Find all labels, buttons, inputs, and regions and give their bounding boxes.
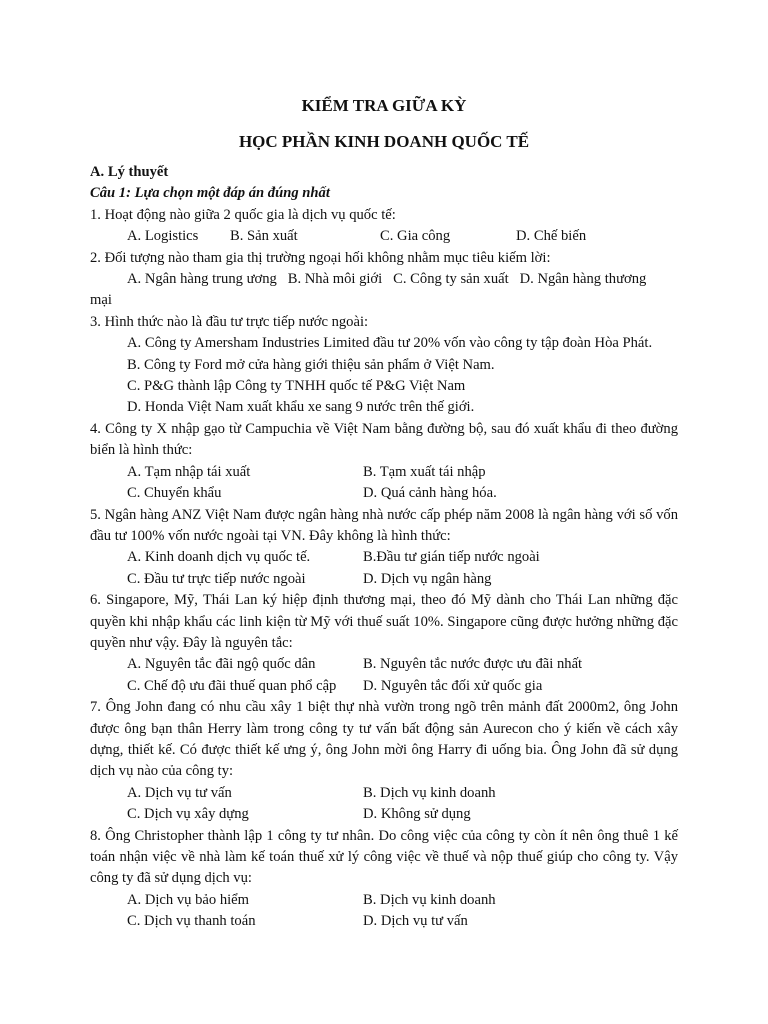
option: D. Quá cảnh hàng hóa. — [363, 485, 497, 502]
question-4-options-row-2 — [127, 483, 678, 504]
option: A. Tạm nhập tái xuất — [127, 463, 251, 480]
question-8-options-row-1 — [127, 890, 678, 911]
question-7-options-row-1 — [127, 783, 678, 804]
option: D. Dịch vụ tư vấn — [363, 913, 468, 930]
question-6-options-row-2 — [127, 676, 678, 697]
option: C. Chế độ ưu đãi thuế quan phổ cập — [127, 677, 337, 694]
course-title: HỌC PHẦN KINH DOANH QUỐC TẾ — [238, 132, 530, 151]
option: B. Tạm xuất tái nhập — [363, 463, 486, 480]
options-line-continuation: mại — [90, 292, 112, 309]
question-7-options-row-2 — [127, 804, 678, 825]
question-1: 1. Hoạt động nào giữa 2 quốc gia là dịch vụ quốc tế: — [90, 206, 396, 223]
option: B. Dịch vụ kinh doanh — [363, 891, 496, 908]
question-5-options-row-1 — [127, 547, 678, 568]
option: C. P&G thành lập Công ty TNHH quốc tế P&G Việt Nam — [127, 378, 466, 395]
option: C. Gia công — [380, 228, 451, 245]
option: D. Nguyên tắc đối xử quốc gia — [363, 677, 543, 694]
question-5: 5. Ngân hàng ANZ Việt Nam được ngân hàng nhà nước cấp phép năm 2008 là ngân hàng với số vốn đầu tư 100% vốn nước ngoài tại VN. Đây không là hình thức: — [90, 506, 678, 544]
option: C. Dịch vụ thanh toán — [127, 913, 256, 930]
option: B. Công ty Ford mở cửa hàng giới thiệu sản phẩm ở Việt Nam. — [127, 356, 495, 373]
option: B. Dịch vụ kinh doanh — [363, 784, 496, 801]
option: D. Dịch vụ ngân hàng — [363, 570, 492, 587]
option: B. Nguyên tắc nước được ưu đãi nhất — [363, 656, 583, 673]
option: D. Honda Việt Nam xuất khẩu xe sang 9 nước trên thế giới. — [127, 399, 475, 416]
option: C. Đầu tư trực tiếp nước ngoài — [127, 570, 306, 587]
options-line: A. Ngân hàng trung ương B. Nhà môi giới C. Công ty sản xuất D. Ngân hàng thương — [127, 271, 647, 288]
question-2: 2. Đối tượng nào tham gia thị trường ngoại hối không nhằm mục tiêu kiếm lời: — [90, 249, 551, 266]
question-8: 8. Ông Christopher thành lập 1 công ty tư nhân. Do công việc của công ty còn ít nên ông thuê 1 kế toán nhận việc về nhà làm kế toán thuế xử lý công việc về thuế và nộp thuế giúp cho công ty. Vậy công ty đã sử dụng dịch vụ: — [90, 827, 678, 887]
question-5-options-row-2 — [127, 569, 678, 590]
option: A. Dịch vụ bảo hiểm — [127, 891, 249, 908]
option: A. Logistics — [127, 228, 199, 245]
question-2-options — [90, 269, 678, 312]
exam-content — [90, 162, 678, 933]
option: B. Sản xuất — [230, 228, 298, 245]
exam-title: KIỂM TRA GIỮA KỲ — [301, 96, 467, 115]
question-group-heading: Câu 1: Lựa chọn một đáp án đúng nhất — [90, 185, 330, 202]
question-6-options-row-1 — [127, 654, 678, 675]
question-3: 3. Hình thức nào là đầu tư trực tiếp nước ngoài: — [90, 313, 369, 330]
option: D. Không sử dụng — [363, 806, 471, 823]
option: C. Dịch vụ xây dựng — [127, 806, 249, 823]
question-4: 4. Công ty X nhập gạo từ Campuchia về Việt Nam bằng đường bộ, sau đó xuất khẩu đi theo đường biển là hình thức: — [90, 420, 678, 459]
question-1-options — [127, 226, 678, 247]
question-4-options-row-1 — [127, 462, 678, 483]
section-heading: A. Lý thuyết — [90, 164, 169, 180]
option: A. Dịch vụ tư vấn — [127, 784, 232, 801]
question-8-options-row-2 — [127, 911, 678, 932]
option: A. Kinh doanh dịch vụ quốc tế. — [127, 549, 311, 566]
option: C. Chuyển khẩu — [127, 485, 222, 502]
option: A. Nguyên tắc đãi ngộ quốc dân — [127, 656, 316, 673]
option: B.Đầu tư gián tiếp nước ngoài — [363, 549, 540, 566]
question-6: 6. Singapore, Mỹ, Thái Lan ký hiệp định thương mại, theo đó Mỹ dành cho Thái Lan những đặc quyền khi nhập khẩu các linh kiện từ Mỹ với thuế suất 10%. Singapore cũng được hưởng những đặc quyền như vậy. Đây là nguyên tắc: — [90, 592, 678, 651]
question-7: 7. Ông John đang có nhu cầu xây 1 biệt thự nhà vườn trong ngõ trên mảnh đất 2000m2, ông John được ông bạn thân Herry làm trong công ty tư vấn bất động sản Aurecon cho ý kiến về cách xây dựng, thiết kế. Có được thiết kế ưng ý, ông John mời ông Harry đi uống bia. Ông John đã sử dụng dịch vụ nào của công ty: — [90, 699, 678, 780]
option: D. Chế biến — [516, 228, 587, 245]
option: A. Công ty Amersham Industries Limited đầu tư 20% vốn vào công ty tập đoàn Hòa Phát. — [127, 335, 653, 352]
